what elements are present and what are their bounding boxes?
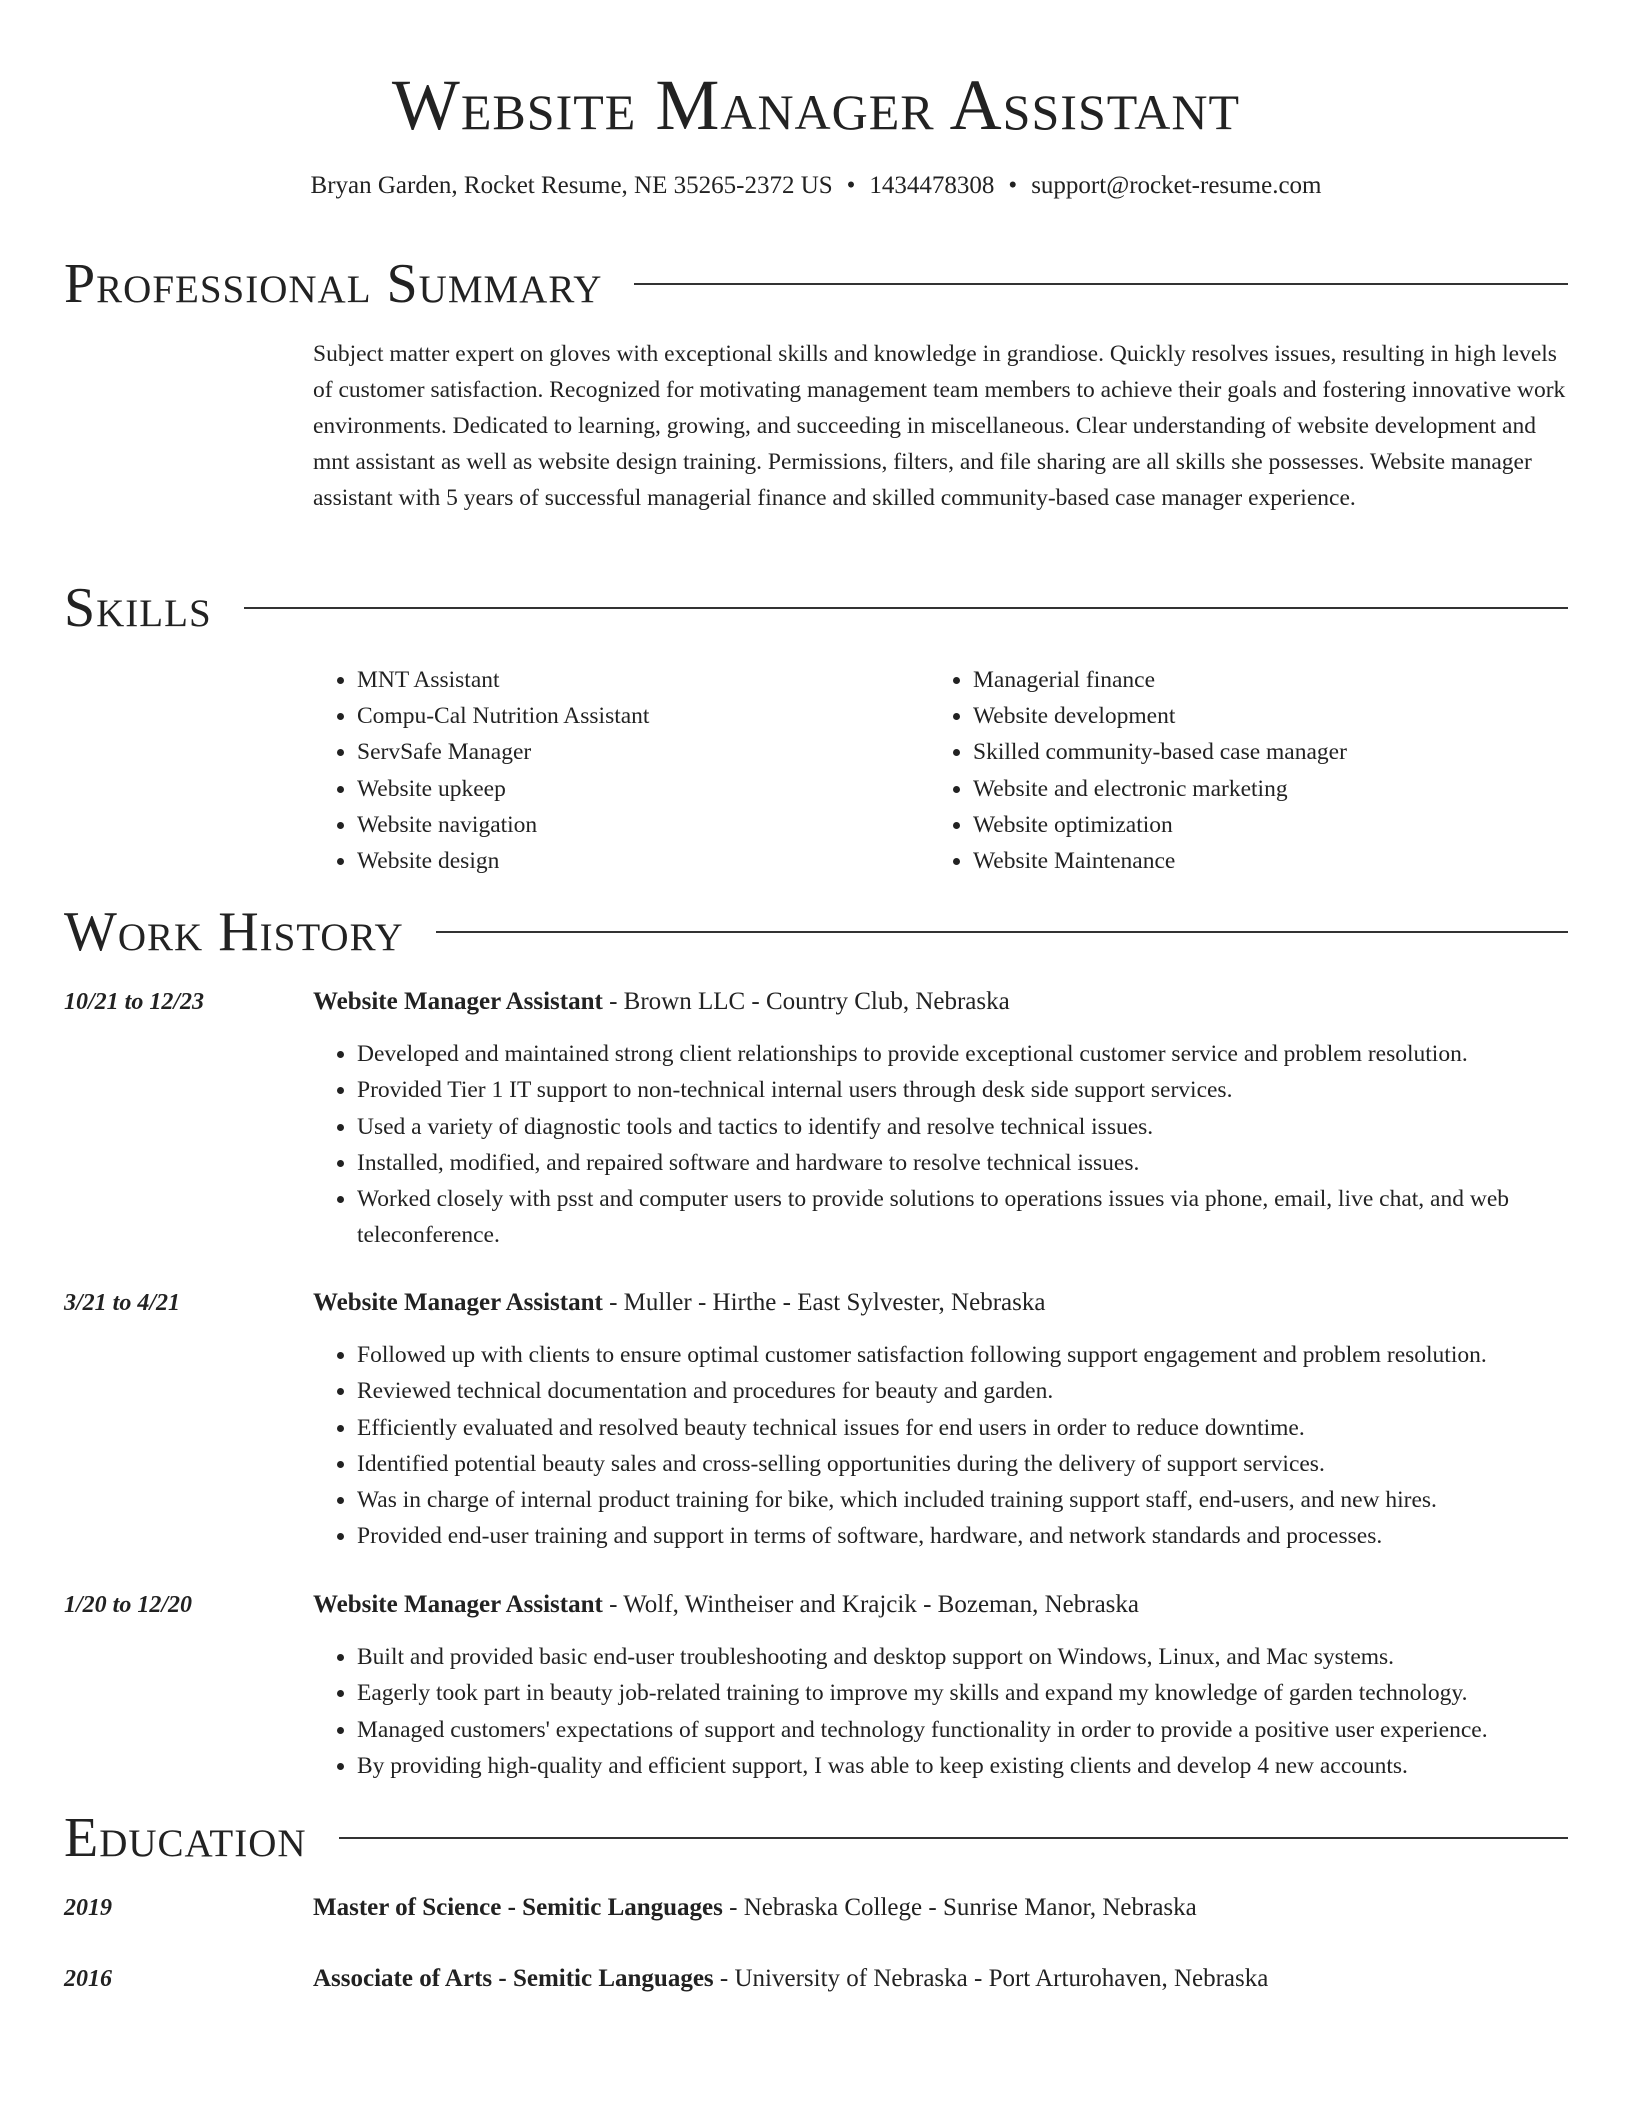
contact-phone: 1434478308 xyxy=(869,172,995,199)
skills-column-left xyxy=(313,662,929,879)
work-bullets xyxy=(313,1639,1568,1784)
section-divider xyxy=(634,283,1568,285)
education-heading xyxy=(313,1961,1568,1997)
skill-item: • Website design xyxy=(357,843,929,879)
section-divider xyxy=(244,607,1568,609)
work-entry xyxy=(64,984,1568,1254)
job-title: Website Manager Assistant xyxy=(313,1591,603,1618)
job-title: Website Manager Assistant xyxy=(313,988,603,1015)
education-entry xyxy=(64,1890,1568,1926)
education-heading xyxy=(313,1890,1568,1926)
work-bullets xyxy=(313,1337,1568,1555)
work-heading xyxy=(313,1587,1568,1623)
school: - Nebraska College - Sunrise Manor, Nebraska xyxy=(722,1894,1197,1921)
work-bullets xyxy=(313,1036,1568,1254)
work-bullet: • Provided end-user training and support in terms of software, hardware, and network standards and processes. xyxy=(357,1518,1568,1554)
job-employer: - Wolf, Wintheiser and Krajcik - Bozeman, Nebraska xyxy=(602,1591,1139,1618)
skill-item: • Website upkeep xyxy=(357,771,929,807)
job-employer: - Brown LLC - Country Club, Nebraska xyxy=(602,988,1010,1015)
skill-item: • ServSafe Manager xyxy=(357,734,929,770)
skill-item: • Compu-Cal Nutrition Assistant xyxy=(357,698,929,734)
education-entry xyxy=(64,1961,1568,1997)
resume-title: Website Manager Assistant xyxy=(391,65,1241,145)
work-bullet: • Identified potential beauty sales and cross-selling opportunities during the delivery of support services. xyxy=(357,1446,1568,1482)
skill-item: • Website development xyxy=(973,698,1545,734)
work-bullet: • Worked closely with psst and computer users to provide solutions to operations issues via phone, email, live chat, and web teleconference. xyxy=(357,1181,1568,1254)
skill-item: • Skilled community-based case manager xyxy=(973,734,1545,770)
work-bullet: • Managed customers' expectations of support and technology functionality in order to provide a positive user experience. xyxy=(357,1712,1568,1748)
work-bullet: • Developed and maintained strong client relationships to provide exceptional customer service and problem resolution. xyxy=(357,1036,1568,1072)
summary-text: Subject matter expert on gloves with exceptional skills and knowledge in grandiose. Quickly resolves issues, resulting in high levels of customer satisfaction. Recognized for motivating management team members to achieve their goals and fostering innovative work environments. Dedicated to learning, growing, and succeeding in miscellaneous. Clear understanding of website development and mnt assistant as well as website design training. Permissions, filters, and file sharing are all skills she possesses. Website manager assistant with 5 years of successful managerial finance and skilled community-based case manager experience. xyxy=(313,341,1566,511)
skill-item: • MNT Assistant xyxy=(357,662,929,698)
education-date: 2016 xyxy=(64,1966,112,1992)
skills-list xyxy=(313,662,1568,879)
work-bullet: • By providing high-quality and efficient support, I was able to keep existing clients and develop 4 new accounts. xyxy=(357,1748,1568,1784)
work-heading xyxy=(313,1285,1568,1321)
work-heading xyxy=(313,984,1568,1020)
skill-item: • Website navigation xyxy=(357,807,929,843)
work-bullet: • Eagerly took part in beauty job-related training to improve my skills and expand my knowledge of garden technology. xyxy=(357,1675,1568,1711)
work-bullet: • Was in charge of internal product training for bike, which included training support staff, end-users, and new hires. xyxy=(357,1482,1568,1518)
degree: Associate of Arts - Semitic Languages xyxy=(313,1965,714,1992)
section-divider xyxy=(436,931,1568,933)
work-date: 10/21 to 12/23 xyxy=(64,989,205,1015)
contact-address: Bryan Garden, Rocket Resume, NE 35265-2372 US xyxy=(310,172,833,199)
contact-separator: • xyxy=(1008,172,1018,199)
job-title: Website Manager Assistant xyxy=(313,1289,603,1316)
contact-separator: • xyxy=(846,172,856,199)
education-date: 2019 xyxy=(64,1895,112,1921)
work-bullet: • Followed up with clients to ensure optimal customer satisfaction following support engagement and problem resolution. xyxy=(357,1337,1568,1373)
contact-line xyxy=(0,172,1632,200)
section-summary-header xyxy=(64,252,1568,316)
skill-item: • Website Maintenance xyxy=(973,843,1545,879)
contact-email: support@rocket-resume.com xyxy=(1031,172,1322,199)
skill-item: • Website optimization xyxy=(973,807,1545,843)
work-bullet: • Reviewed technical documentation and procedures for beauty and garden. xyxy=(357,1373,1568,1409)
work-bullet: • Efficiently evaluated and resolved beauty technical issues for end users in order to reduce downtime. xyxy=(357,1410,1568,1446)
work-date: 1/20 to 12/20 xyxy=(64,1592,193,1618)
section-title: Skills xyxy=(64,577,212,639)
skill-item: • Managerial finance xyxy=(973,662,1545,698)
section-education-header xyxy=(64,1806,1568,1870)
work-bullet: • Used a variety of diagnostic tools and tactics to identify and resolve technical issues. xyxy=(357,1109,1568,1145)
work-entry xyxy=(64,1285,1568,1555)
degree: Master of Science - Semitic Languages xyxy=(313,1894,723,1921)
work-bullet: • Provided Tier 1 IT support to non-technical internal users through desk side support services. xyxy=(357,1072,1568,1108)
section-skills-header xyxy=(64,576,1568,640)
work-entry xyxy=(64,1587,1568,1784)
section-title: Work History xyxy=(64,901,404,963)
section-divider xyxy=(339,1837,1568,1839)
skills-column-right xyxy=(929,662,1545,879)
job-employer: - Muller - Hirthe - East Sylvester, Nebraska xyxy=(602,1289,1046,1316)
skill-item: • Website and electronic marketing xyxy=(973,771,1545,807)
work-date: 3/21 to 4/21 xyxy=(64,1290,181,1316)
section-title: Education xyxy=(64,1807,307,1869)
work-bullet: • Built and provided basic end-user troubleshooting and desktop support on Windows, Linux, and Mac systems. xyxy=(357,1639,1568,1675)
school: - University of Nebraska - Port Arturohaven, Nebraska xyxy=(713,1965,1269,1992)
section-title: Professional Summary xyxy=(64,253,603,315)
work-bullet: • Installed, modified, and repaired software and hardware to resolve technical issues. xyxy=(357,1145,1568,1181)
section-work-header xyxy=(64,900,1568,964)
